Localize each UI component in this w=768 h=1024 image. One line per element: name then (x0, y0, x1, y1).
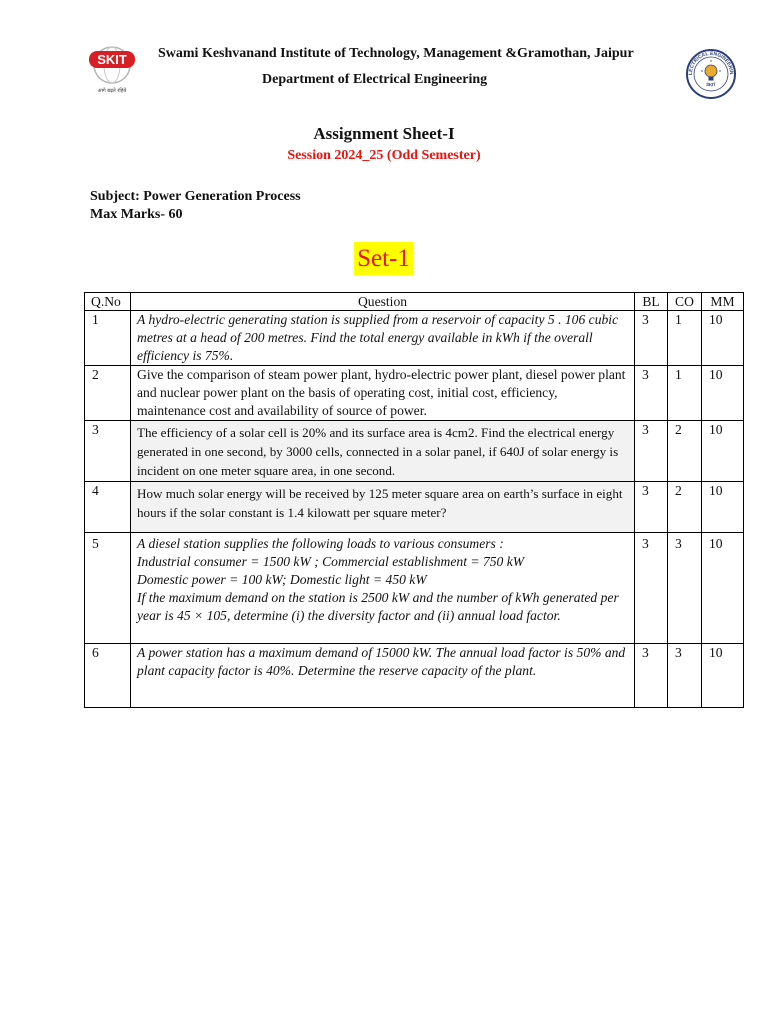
co-cell: 1 (668, 311, 702, 366)
qno-cell: 2 (85, 366, 131, 421)
mm-cell: 10 (702, 421, 744, 482)
bl-cell: 3 (635, 482, 668, 533)
mm-cell: 10 (702, 482, 744, 533)
question-line: Industrial consumer = 1500 kW ; Commercial establishment = 750 kW (137, 554, 525, 569)
table-row (85, 421, 744, 482)
header-mm: MM (702, 293, 744, 311)
header-co: CO (668, 293, 702, 311)
mm-cell: 10 (702, 644, 744, 708)
mm-cell: 10 (702, 311, 744, 366)
department-name: Department of Electrical Engineering (262, 72, 488, 87)
skit-logo-tagline: आगे बढ़ते रहिये (97, 88, 127, 94)
table-row (85, 366, 744, 421)
table-row (85, 311, 744, 366)
co-cell: 3 (668, 644, 702, 708)
seal-bottom-text: SKIT (705, 81, 717, 88)
co-cell: 2 (668, 421, 702, 482)
electrical-engineering-seal (685, 44, 737, 104)
institute-name: Swami Keshvanand Institute of Technology, Management &Gramothan, Jaipur (158, 46, 634, 61)
subject-line: Subject: Power Generation Process (90, 189, 301, 204)
header-question: Question (131, 293, 635, 311)
question-cell: A hydro-electric generating station is supplied from a reservoir of capacity 5 . 106 cubic metres at a head of 200 metres. Find the total energy available in kWh if the overall efficiency is 75%. (131, 311, 635, 366)
question-line: A diesel station supplies the following loads to various consumers : (137, 536, 504, 551)
table-header-row (85, 293, 744, 311)
co-cell: 1 (668, 366, 702, 421)
co-cell: 3 (668, 533, 702, 644)
question-cell (131, 533, 635, 644)
qno-cell: 5 (85, 533, 131, 644)
question-cell: The efficiency of a solar cell is 20% and its surface area is 4cm2. Find the electrical energy generated in one second, by 3000 cells, connected in a solar panel, if 640J of solar energy is incident on one meter square area, in one second. (131, 421, 635, 482)
max-marks-line: Max Marks- 60 (90, 207, 183, 222)
qno-cell: 3 (85, 421, 131, 482)
bl-cell: 3 (635, 533, 668, 644)
question-table (84, 292, 744, 708)
mm-cell: 10 (702, 366, 744, 421)
bl-cell: 3 (635, 421, 668, 482)
qno-cell: 1 (85, 311, 131, 366)
mm-cell: 10 (702, 533, 744, 644)
question-line: Domestic power = 100 kW; Domestic light = 450 kW (137, 572, 427, 587)
skit-logo-text: SKIT (97, 52, 127, 67)
co-cell: 2 (668, 482, 702, 533)
bl-cell: 3 (635, 644, 668, 708)
table-row (85, 644, 744, 708)
qno-cell: 4 (85, 482, 131, 533)
question-cell: A power station has a maximum demand of 15000 kW. The annual load factor is 50% and plant capacity factor is 40%. Determine the reserve capacity of the plant. (131, 644, 635, 708)
session-label: Session 2024_25 (Odd Semester) (287, 148, 481, 163)
question-cell: Give the comparison of steam power plant, hydro-electric power plant, diesel power plant and nuclear power plant on the basis of operating cost, initial cost, efficiency, maintenance cost and availability of source of power. (131, 366, 635, 421)
sheet-title: Assignment Sheet-I (313, 124, 455, 143)
svg-text:SKIT (706, 82, 717, 88)
question-cell: How much solar energy will be received by 125 meter square area on earth’s surface in eight hours if the solar constant is 1.4 kilowatt per square meter? (131, 482, 635, 533)
qno-cell: 6 (85, 644, 131, 708)
seal-text: LECTRICAL ENGINEERIN (687, 50, 735, 76)
header-bl: BL (635, 293, 668, 311)
question-line: If the maximum demand on the station is 2500 kW and the number of kWh generated per year is 45 × 105, determine (i) the diversity factor and (ii) annual load factor. (137, 590, 619, 623)
set-label: Set-1 (354, 242, 413, 275)
bl-cell: 3 (635, 366, 668, 421)
table-row (85, 482, 744, 533)
header-qno: Q.No (85, 293, 131, 311)
table-row (85, 533, 744, 644)
skit-logo (84, 40, 140, 96)
bl-cell: 3 (635, 311, 668, 366)
